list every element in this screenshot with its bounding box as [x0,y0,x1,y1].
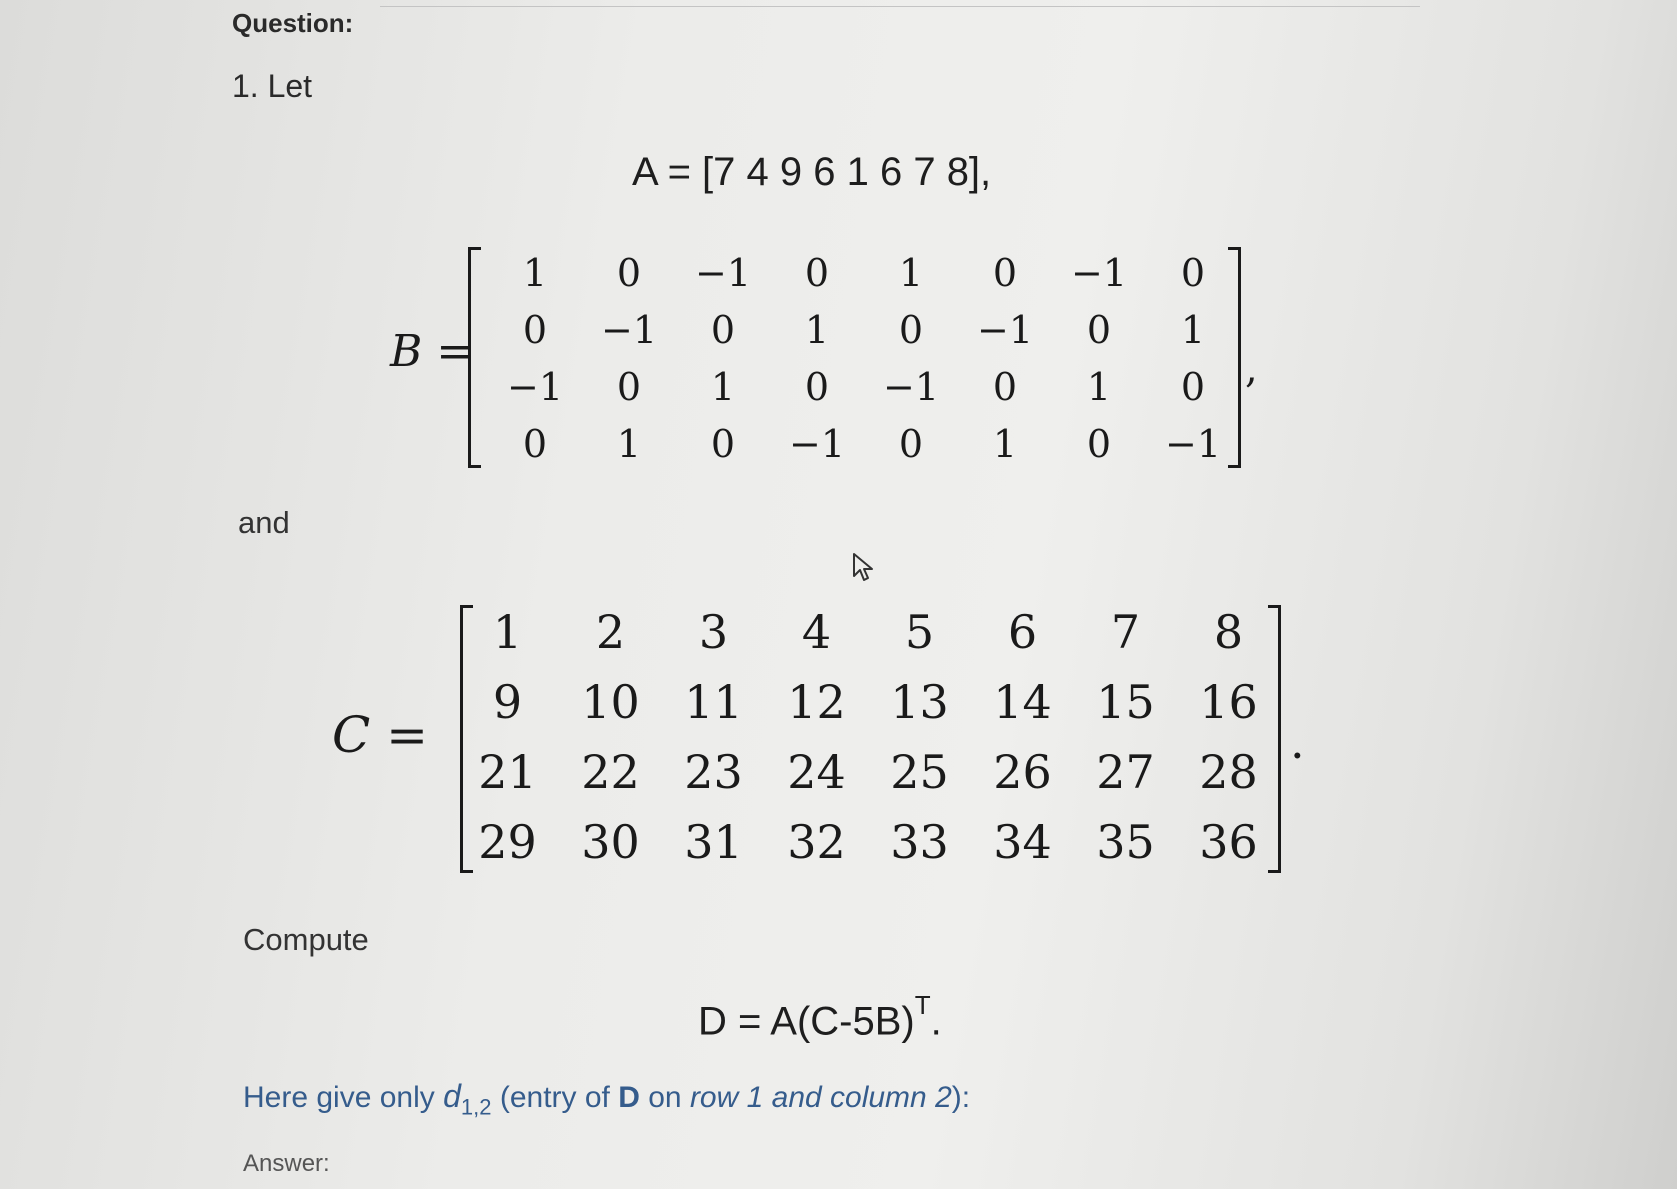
instruction-row-col: row 1 and column 2 [689,1081,952,1114]
matrix-c-cell: 26 [993,745,1052,799]
matrix-b-cell: 0 [522,422,548,466]
matrix-b-cell: −1 [694,251,752,295]
matrix-c-cell: 5 [904,605,935,659]
equation-d-end: . [930,999,942,1044]
matrix-c-cell: 36 [1199,815,1258,869]
matrix-c-cell: 30 [581,815,640,869]
matrix-c-cell: 29 [478,815,537,869]
matrix-c-cell: 10 [581,675,640,729]
matrix-c-cell: 14 [993,675,1052,729]
matrix-b-cell: 0 [992,365,1018,409]
matrix-b-cell: 0 [616,365,642,409]
mouse-pointer-icon [852,552,876,584]
matrix-c-cell: 9 [492,675,523,729]
equation-d [698,990,942,1044]
matrix-c-period: . [1290,715,1305,769]
matrix-b-comma: , [1245,346,1258,392]
matrix-b-cell: 0 [1086,308,1112,352]
matrix-c-cell: 22 [581,745,640,799]
matrix-c-cell: 6 [1007,605,1038,659]
matrix-b-cell: 0 [1086,422,1112,466]
matrix-b-cell: 1 [1086,365,1112,409]
equation-a: A = [7 4 9 6 1 6 7 8], [632,150,992,194]
matrix-b-cell: 1 [522,251,548,295]
matrix-b-cell: 0 [992,251,1018,295]
matrix-b-cell: 0 [804,365,830,409]
matrix-c-cell: 34 [993,815,1052,869]
d-subscript: 1,2 [460,1094,492,1120]
instruction-text [243,1078,970,1120]
matrix-c-cell: 13 [890,675,949,729]
top-divider [380,6,1420,7]
transpose-superscript: T [914,990,931,1020]
matrix-b-cell: 1 [616,422,642,466]
instruction-prefix: Here give only [243,1081,444,1114]
matrix-b-right-bracket [1228,247,1241,468]
matrix-b-left-bracket [468,247,481,468]
matrix-c-cell: 1 [492,605,523,659]
matrix-c-cell: 12 [787,675,846,729]
d-letter: d [443,1078,461,1114]
matrix-b-cell: 0 [1180,251,1206,295]
compute-label: Compute [243,922,369,957]
matrix-c-cell: 32 [787,815,846,869]
matrix-c-cell: 2 [595,605,626,659]
matrix-c-cell: 21 [478,745,537,799]
matrix-c-cell: 3 [698,605,729,659]
matrix-b-cell: 1 [804,308,830,352]
matrix-c-cell: 24 [787,745,846,799]
matrix-b-cell: 1 [898,251,924,295]
instruction-paren: (entry of [491,1081,619,1114]
matrix-b-grid [488,245,1240,473]
matrix-b-cell: 1 [710,365,736,409]
matrix-b-cell: 0 [804,251,830,295]
matrix-b-cell: −1 [976,308,1034,352]
matrix-b-label: B = [390,326,474,377]
matrix-c-cell: 4 [801,605,832,659]
equation-d-main: D = A(C-5B) [698,999,915,1044]
matrix-b-cell: 0 [522,308,548,352]
matrix-c-cell: 8 [1213,605,1244,659]
matrix-b-cell: −1 [1164,422,1222,466]
question-intro: 1. Let [232,68,313,104]
question-header: Question: [232,8,354,38]
matrix-c-cell: 16 [1199,675,1258,729]
matrix-c-cell: 11 [684,675,743,729]
instruction-end: ): [951,1081,971,1114]
matrix-b-cell: 1 [992,422,1018,466]
matrix-c-cell: 27 [1096,745,1155,799]
connector-and: and [238,505,290,540]
instruction-on: on [639,1081,690,1114]
matrix-b-cell: 1 [1180,308,1206,352]
answer-label: Answer: [243,1150,330,1177]
matrix-b-cell: 0 [616,251,642,295]
matrix-b-cell: −1 [882,365,940,409]
matrix-b-cell: −1 [600,308,658,352]
matrix-b-cell: 0 [898,308,924,352]
matrix-b-cell: 0 [710,422,736,466]
instruction-bold-d: D [618,1081,640,1114]
matrix-c-grid [456,597,1280,877]
matrix-c-cell: 25 [890,745,949,799]
matrix-b-cell: −1 [1070,251,1128,295]
matrix-c-right-bracket [1268,605,1281,873]
matrix-b-cell: −1 [506,365,564,409]
matrix-b-cell: 0 [710,308,736,352]
matrix-c-cell: 23 [684,745,743,799]
matrix-b-cell: 0 [1180,365,1206,409]
matrix-c-cell: 31 [684,815,743,869]
matrix-c-label: C = [332,706,429,764]
d-variable [443,1078,492,1120]
matrix-b-cell: 0 [898,422,924,466]
matrix-b-cell: −1 [788,422,846,466]
matrix-c-cell: 7 [1110,605,1141,659]
matrix-c-cell: 15 [1096,675,1155,729]
matrix-c-cell: 28 [1199,745,1258,799]
matrix-c-cell: 35 [1096,815,1155,869]
matrix-c-cell: 33 [890,815,949,869]
